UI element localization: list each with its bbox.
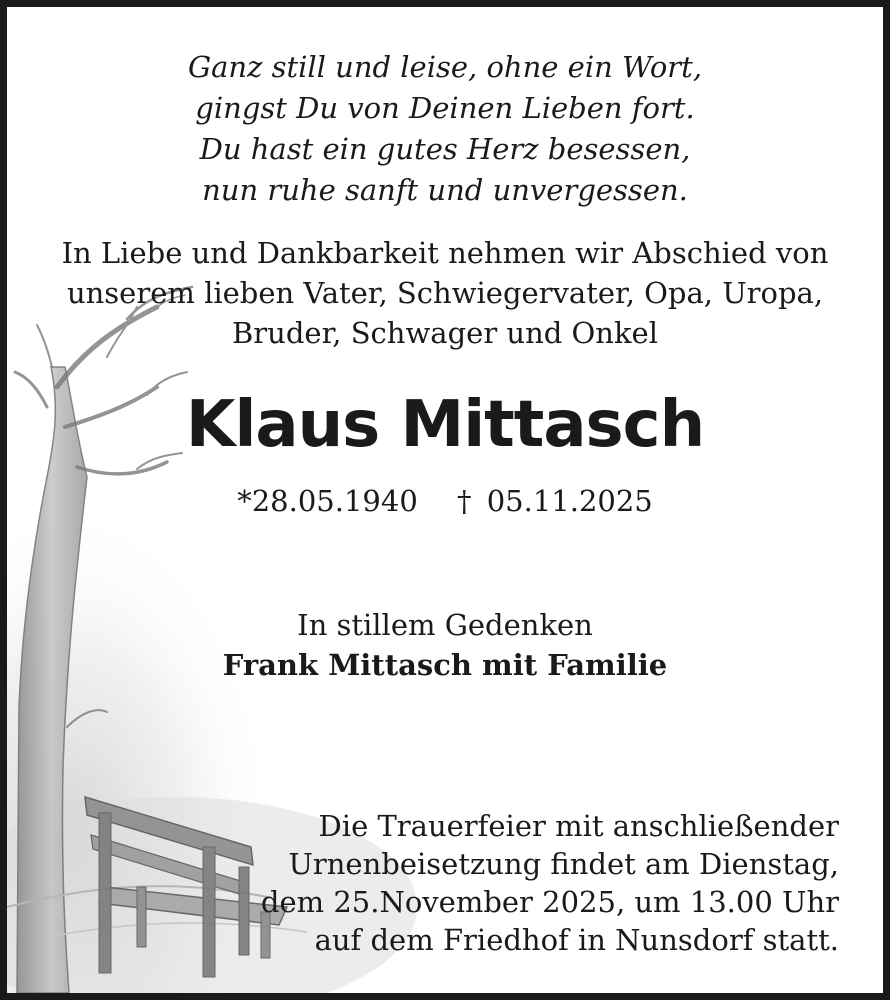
service-line: dem 25.November 2025, um 13.00 Uhr (260, 885, 839, 919)
poem (7, 47, 883, 211)
intro-line: Bruder, Schwager und Onkel (232, 316, 658, 350)
farewell-intro (7, 233, 883, 353)
remembrance-phrase: In stillem Gedenken (297, 608, 593, 642)
poem-line: Du hast ein gutes Herz besessen, (199, 132, 691, 166)
deceased-name: Klaus Mittasch (185, 388, 705, 462)
poem-line: nun ruhe sanft und unvergessen. (202, 173, 688, 207)
intro-line: In Liebe und Dankbarkeit nehmen wir Abschied von (61, 236, 829, 270)
poem-line: gingst Du von Deinen Lieben fort. (195, 91, 695, 125)
service-line: auf dem Friedhof in Nunsdorf statt. (314, 923, 839, 957)
birth-date: *28.05.1940 (237, 484, 418, 518)
family-signature: Frank Mittasch mit Familie (222, 648, 668, 682)
mourners (7, 605, 883, 685)
funeral-service-info (239, 807, 839, 959)
intro-line: unserem lieben Vater, Schwiegervater, Opa, Uropa, (66, 276, 824, 310)
life-dates (7, 481, 883, 521)
death-date: † 05.11.2025 (457, 484, 653, 518)
poem-line: Ganz still und leise, ohne ein Wort, (187, 50, 703, 84)
service-line: Urnenbeisetzung findet am Dienstag, (288, 847, 839, 881)
service-line: Die Trauerfeier mit anschließender (318, 809, 839, 843)
